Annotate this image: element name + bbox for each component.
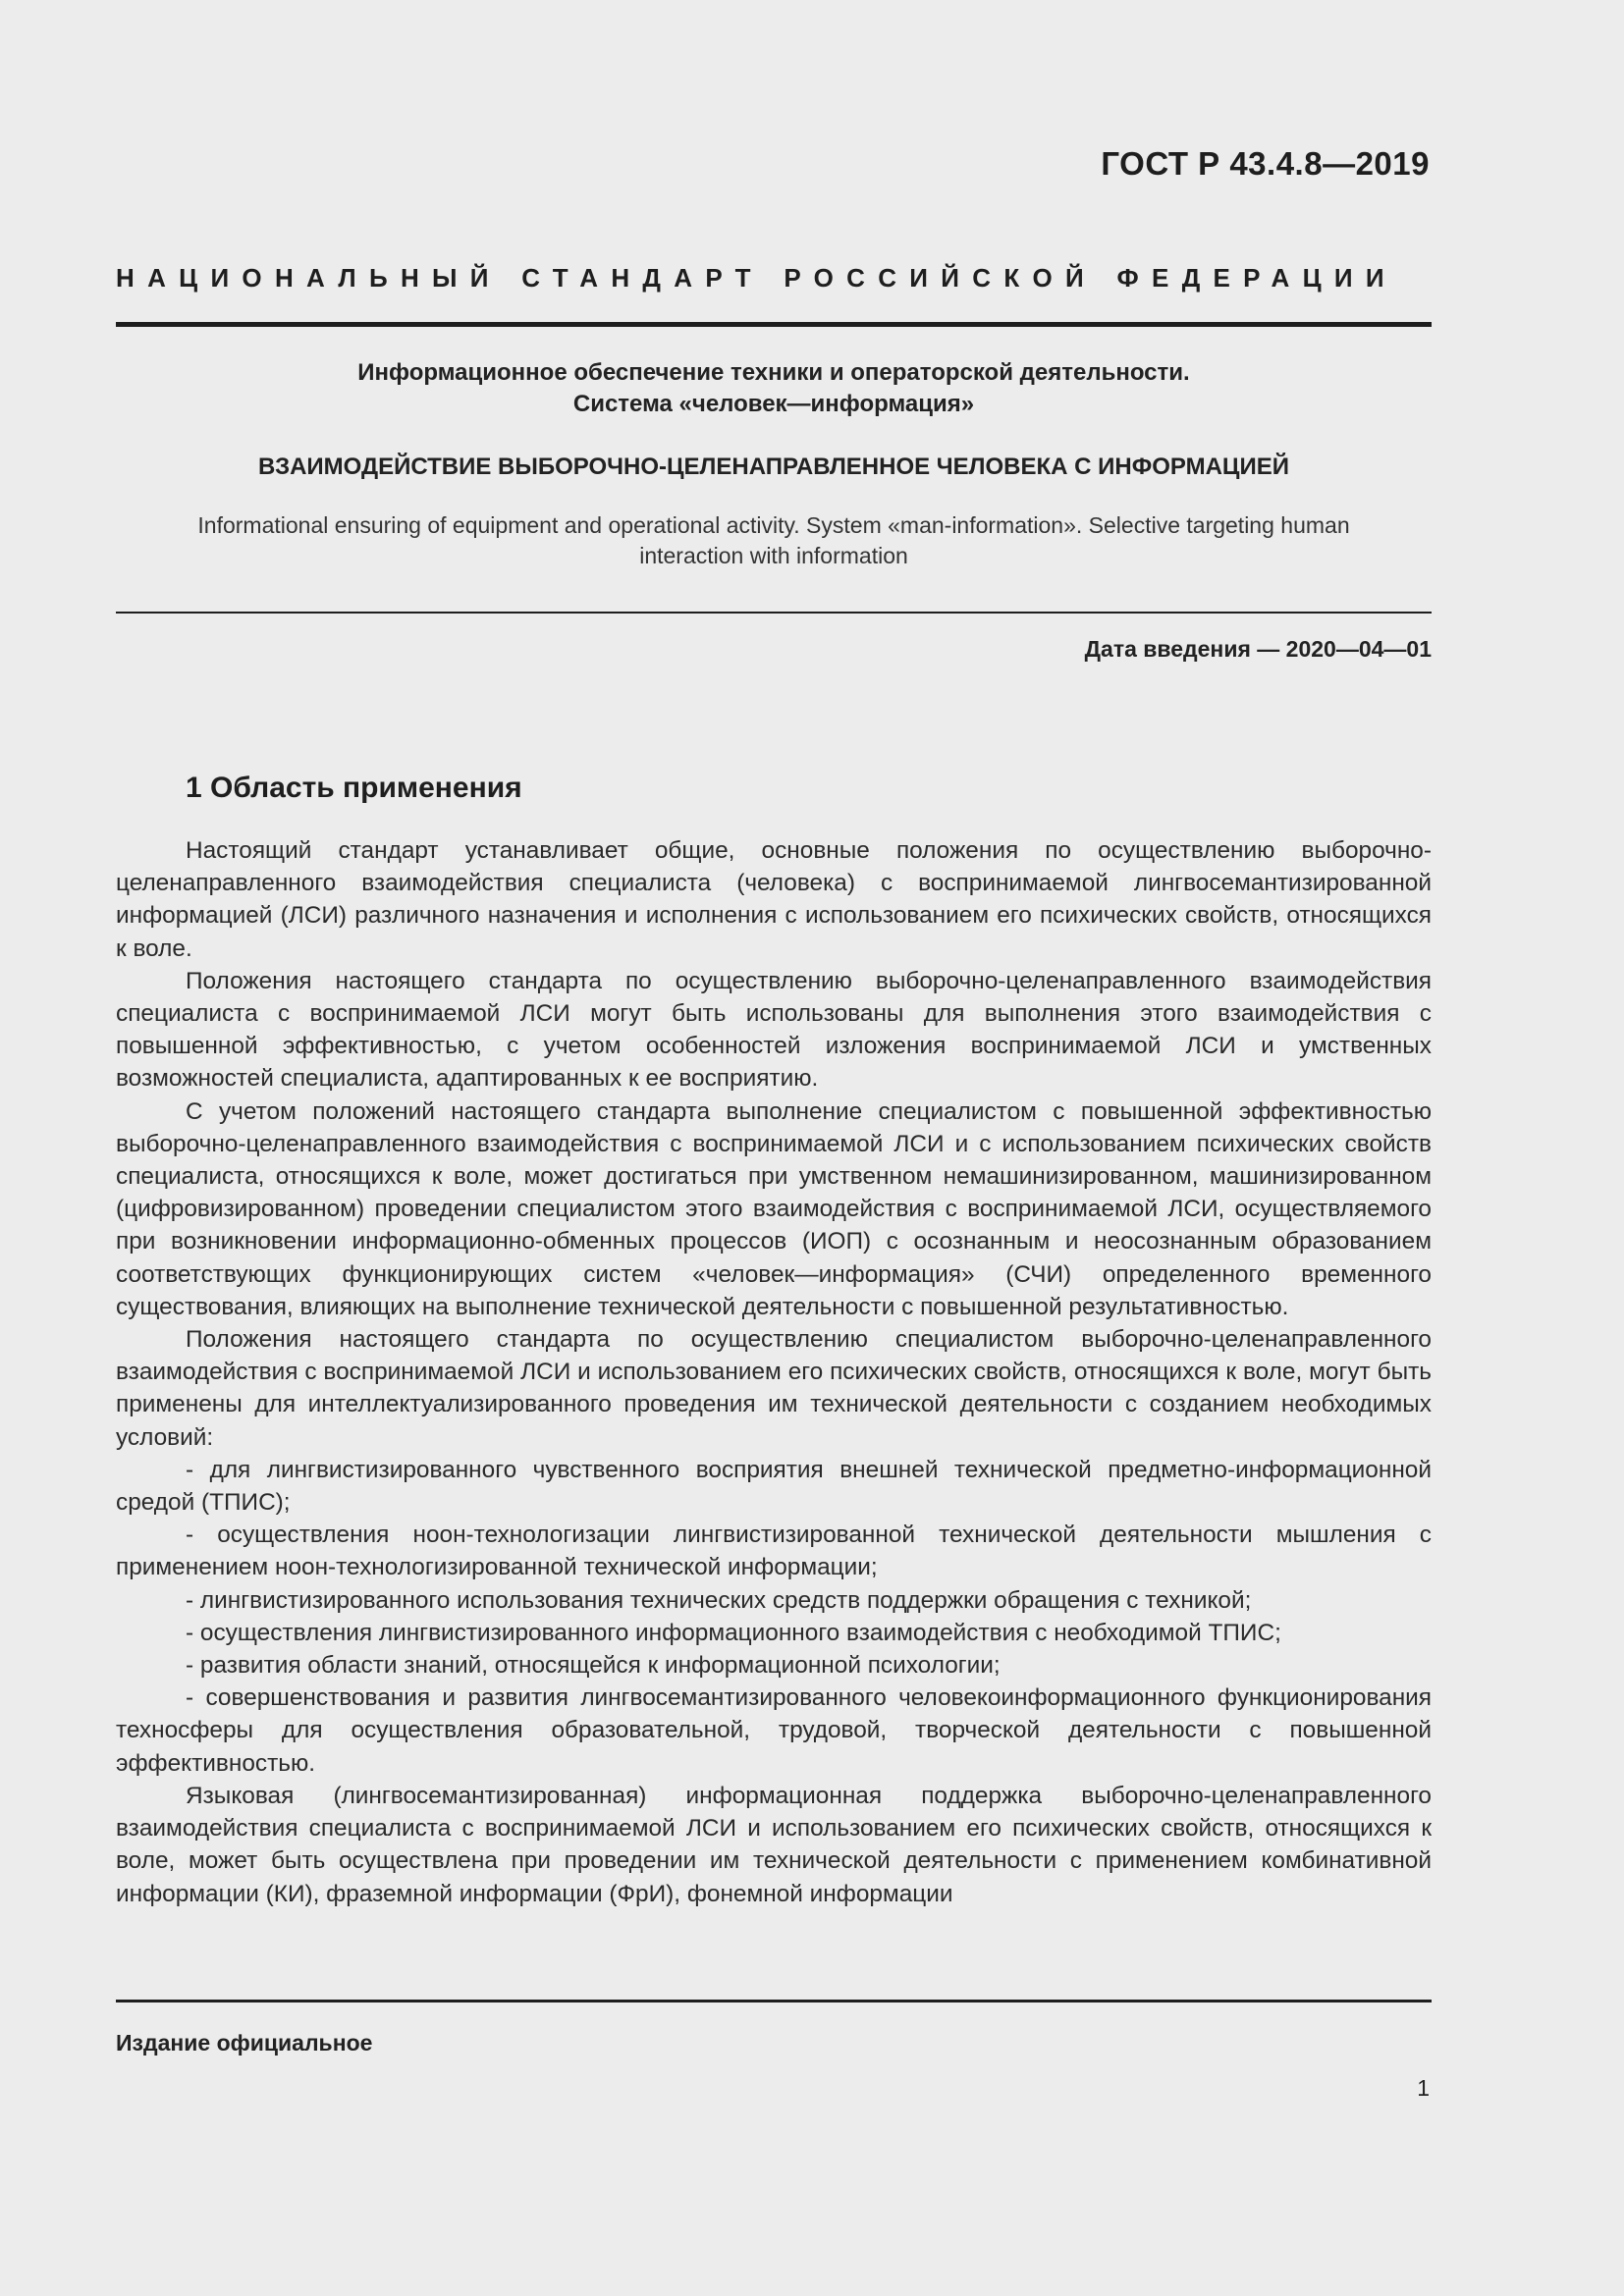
list-item: - осуществления лингвистизированного информационного взаимодействия с необходимой ТПИС;	[186, 1619, 1281, 1646]
list-item: - совершенствования и развития лингвосемантизированного человекоинформационного функционирования техносферы для осуществления образовательной, трудовой, творческой деятельности с повышенной эффективностью.	[116, 1684, 1432, 1777]
paragraph: Положения настоящего стандарта по осуществлению специалистом выборочно-целенаправленного взаимодействия с воспринимаемой ЛСИ и использованием его психических свойств, относящихся к воле, могут быть применены для интеллектуализированного проведения им технической деятельности с созданием необходимых условий:	[116, 1326, 1432, 1451]
paragraph: Языковая (лингвосемантизированная) информационная поддержка выборочно-целенаправленного взаимодействия специалиста с воспринимаемой ЛСИ и использованием его психических свойств, относящихся к воле, может быть осуществлена при проведении им технической деятельности с применением комбинативной информации (КИ), фраземной информации (ФрИ), фонемной информации	[116, 1782, 1432, 1907]
title-block	[116, 357, 1432, 571]
footer-divider	[116, 2000, 1432, 2002]
header-divider	[116, 322, 1432, 327]
paragraph: Настоящий стандарт устанавливает общие, основные положения по осуществлению выборочно-целенаправленного взаимодействия специалиста (человека) с воспринимаемой лингвосемантизированной информацией (ЛСИ) различного назначения и исполнения с использованием его психических свойств, относящихся к воле.	[116, 837, 1432, 962]
list-item: - осуществления ноон-технологизации лингвистизированной технической деятельности мышления с применением ноон-технологизированной технической информации;	[116, 1522, 1432, 1581]
list-item: - для лингвистизированного чувственного восприятия внешней технической предметно-информационной средой (ТПИС);	[116, 1456, 1432, 1517]
gost-number: ГОСТ Р 43.4.8—2019	[1101, 145, 1430, 182]
title-russian	[116, 357, 1432, 420]
page-number: 1	[1417, 2075, 1430, 2101]
list-item: - лингвистизированного использования технических средств поддержки обращения с техникой;	[186, 1586, 1252, 1614]
title-line-2: Система «человек—информация»	[572, 391, 975, 417]
main-title: ВЗАИМОДЕЙСТВИЕ ВЫБОРОЧНО-ЦЕЛЕНАПРАВЛЕННОЕ ЧЕЛОВЕКА С ИНФОРМАЦИЕЙ	[258, 454, 1289, 480]
official-edition-label: Издание официальное	[116, 2030, 373, 2056]
national-standard-heading: НАЦИОНАЛЬНЫЙ СТАНДАРТ РОССИЙСКОЙ ФЕДЕРАЦИИ	[116, 263, 1397, 293]
section-body	[116, 834, 1432, 1910]
paragraph: Положения настоящего стандарта по осуществлению выборочно-целенаправленного взаимодействия специалиста с воспринимаемой ЛСИ могут быть использованы для выполнения этого взаимодействия с повышенной эффективностью, с учетом особенностей изложения воспринимаемой ЛСИ и умственных возможностей специалиста, адаптированных к ее восприятию.	[116, 967, 1432, 1093]
introduction-date: Дата введения — 2020—04—01	[1084, 636, 1432, 662]
title-divider	[116, 612, 1432, 614]
title-line-1: Информационное обеспечение техники и операторской деятельности.	[357, 359, 1190, 386]
paragraph: С учетом положений настоящего стандарта выполнение специалистом с повышенной эффективностью выборочно-целенаправленного взаимодействия с воспринимаемой ЛСИ и с использованием психических свойств специалиста, относящихся к воле, может достигаться при умственном немашинизированном, машинизированном (цифровизированном) проведении специалистом этого взаимодействия с воспринимаемой ЛСИ, осуществляемого при возникновении информационно-обменных процессов (ИОП) с осознанным и неосознанным образованием соответствующих функционирующих систем «человек—информация» (СЧИ) определенного временного существования, влияющих на выполнение технической деятельности с повышенной результативностью.	[116, 1097, 1432, 1320]
list-item: - развития области знаний, относящейся к информационной психологии;	[186, 1652, 1001, 1680]
section-heading: 1 Область применения	[186, 772, 522, 804]
title-english: Informational ensuring of equipment and operational activity. System «man-information». Selective targeting human interaction with information	[197, 512, 1350, 568]
